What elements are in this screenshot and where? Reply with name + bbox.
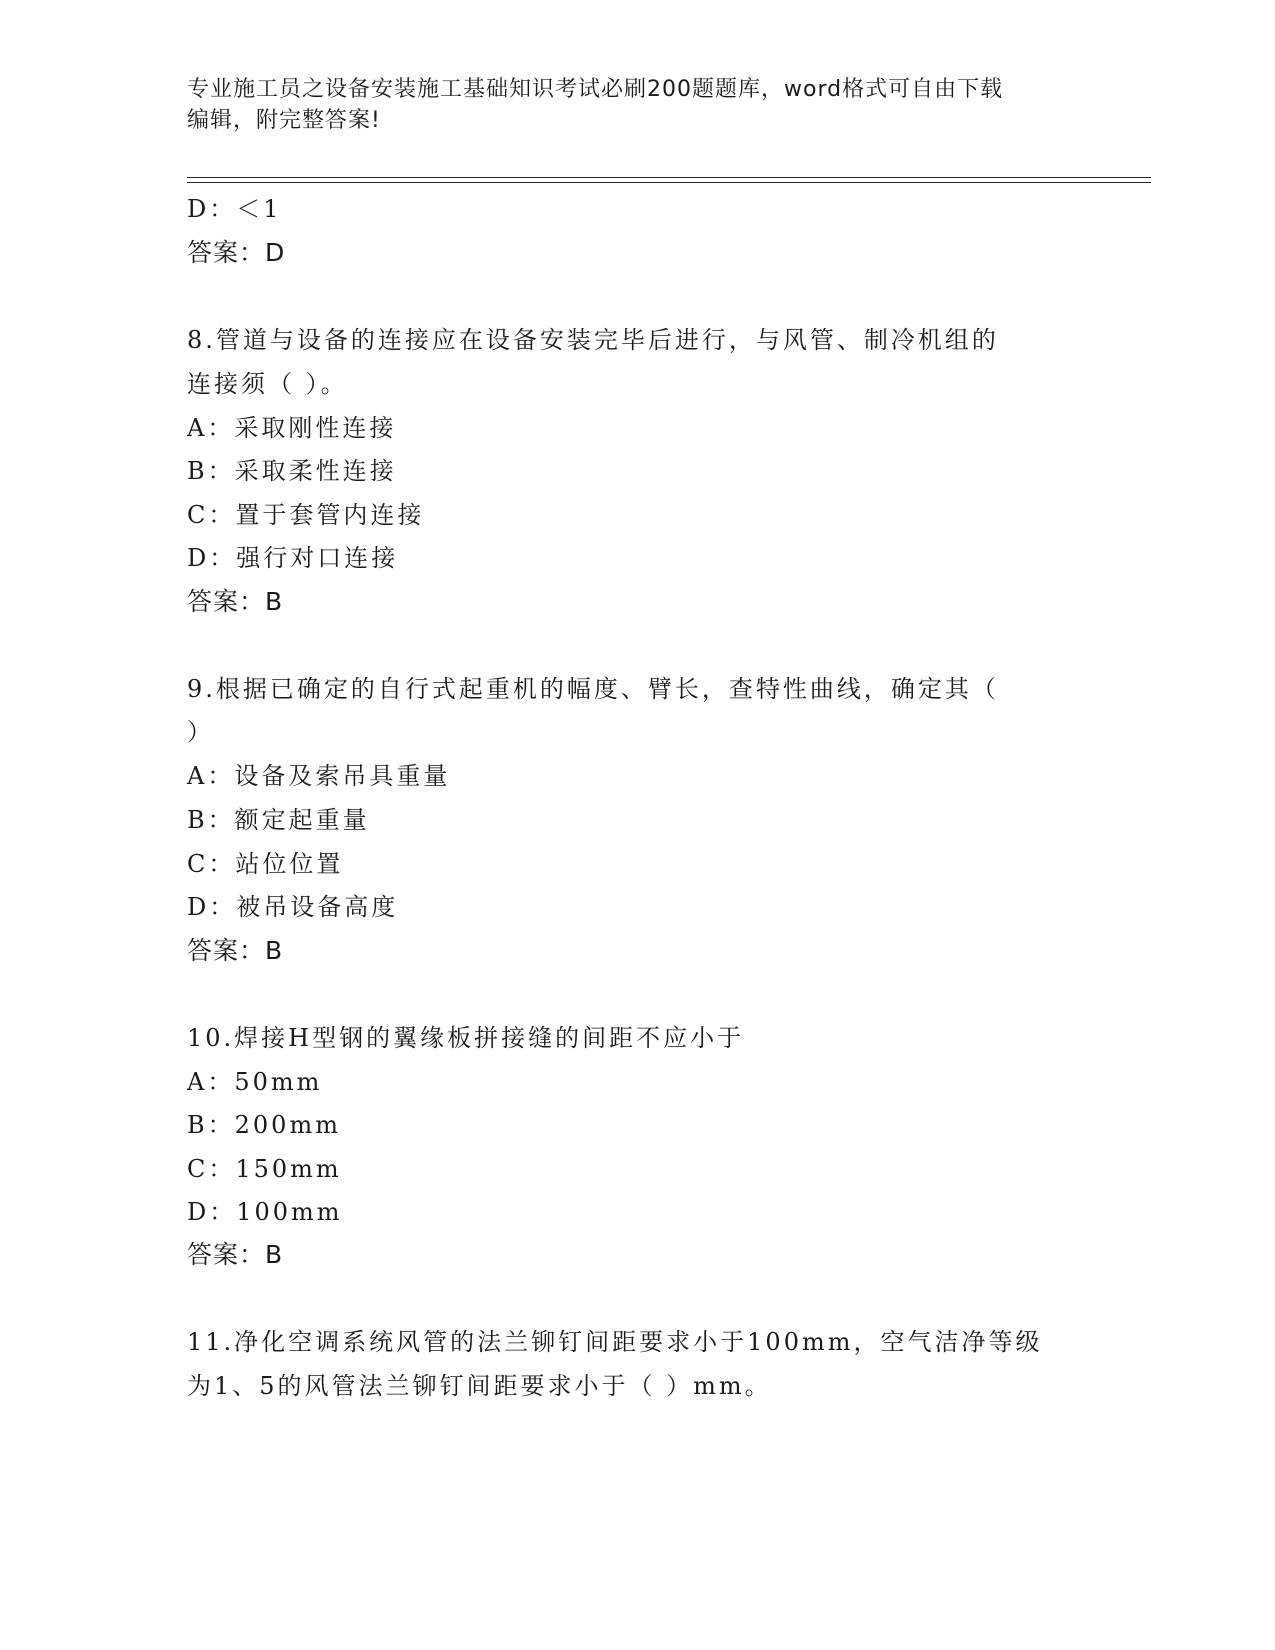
- q10-answer: 答案：B: [187, 1240, 284, 1269]
- q8-answer: 答案：B: [187, 587, 284, 616]
- q10-option-d: D：100mm: [187, 1198, 343, 1226]
- q9-answer: 答案：B: [187, 936, 284, 965]
- prev-answer: 答案：D: [187, 238, 286, 267]
- q8-stem-line-2: 连接须（ ）。: [187, 370, 348, 398]
- q9-option-c: C：站位位置: [187, 850, 344, 878]
- q9-stem-line-1: 9.根据已确定的自行式起重机的幅度、臂长，查特性曲线，确定其（: [187, 675, 999, 703]
- q11-stem-line-1: 11.净化空调系统风管的法兰铆钉间距要求小于100mm，空气洁净等级: [187, 1328, 1043, 1356]
- header-line-2: 编辑，附完整答案!: [187, 108, 381, 133]
- q10-option-c: C：150mm: [187, 1155, 342, 1183]
- q9-option-a: A：设备及索吊具重量: [187, 762, 451, 790]
- q8-option-d: D：强行对口连接: [187, 544, 399, 572]
- q9-option-d: D：被吊设备高度: [187, 893, 399, 921]
- prev-option-d: D：＜1: [187, 195, 282, 223]
- header-divider-bottom: [187, 182, 1151, 183]
- q11-stem-line-2: 为1、5的风管法兰铆钉间距要求小于（ ）mm。: [187, 1372, 772, 1400]
- document-header: [187, 74, 1087, 136]
- q8-option-c: C：置于套管内连接: [187, 501, 425, 529]
- header-divider-top: [187, 177, 1151, 178]
- q8-stem-line-1: 8.管道与设备的连接应在设备安装完毕后进行，与风管、制冷机组的: [187, 326, 999, 354]
- q8-option-b: B：采取柔性连接: [187, 457, 397, 485]
- q10-stem-line-1: 10.焊接H型钢的翼缘板拼接缝的间距不应小于: [187, 1024, 745, 1052]
- header-line-1: 专业施工员之设备安装施工基础知识考试必刷200题题库，word格式可自由下载: [187, 77, 1004, 102]
- q9-stem-line-2: ）: [187, 718, 214, 746]
- q10-option-b: B：200mm: [187, 1111, 341, 1139]
- q10-option-a: A：50mm: [187, 1068, 323, 1096]
- q9-option-b: B：额定起重量: [187, 806, 370, 834]
- q8-option-a: A：采取刚性连接: [187, 414, 397, 442]
